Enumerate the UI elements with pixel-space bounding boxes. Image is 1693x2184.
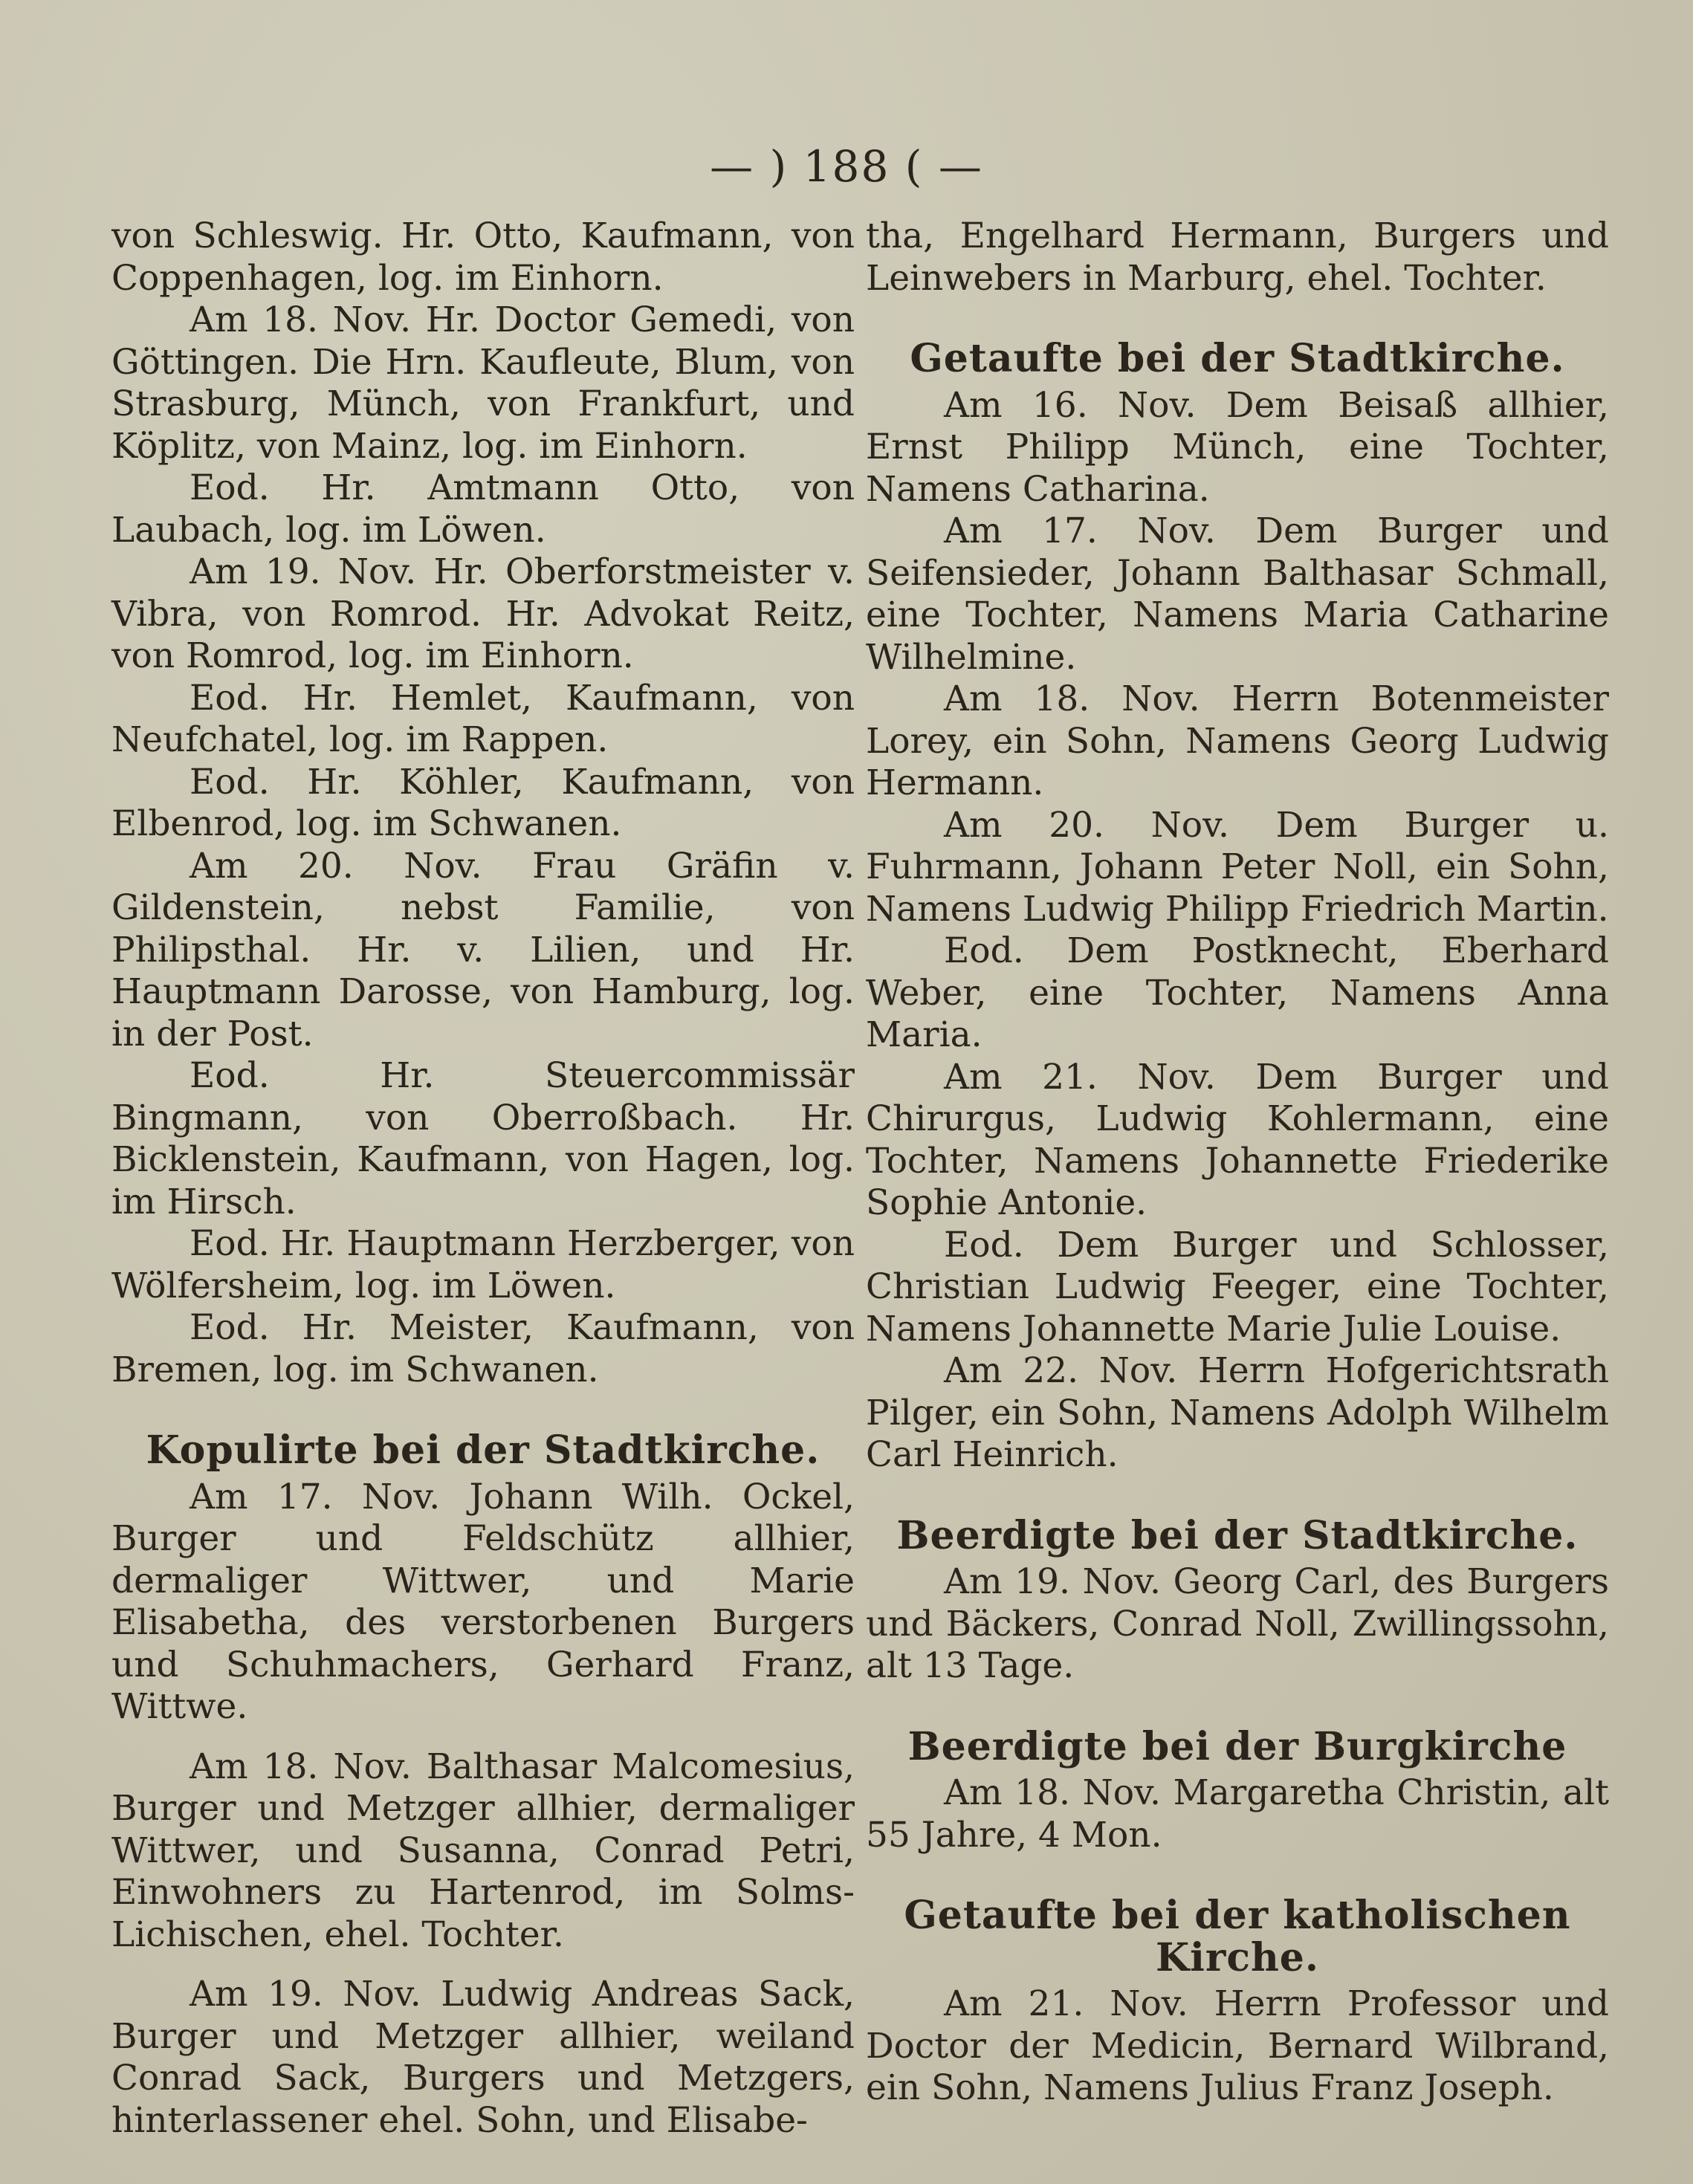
section-heading-getaufte-katholisch: Getaufte bei der katholischen Kirche. — [904, 1893, 1571, 1980]
section-heading-beerdigte-stadtkirche: Beerdigte bei der Stadtkirche. — [896, 1512, 1579, 1558]
left-paragraph-11: Am 17. Nov. Johann Wilh. Ockel, Burger und Feldschütz allhier, dermaliger Wittwer, und Marie Elisabetha, des verstorbenen Burgers und Schuhmachers, Gerhard Franz, Wittwe. — [111, 1476, 855, 1727]
right-paragraph-7: Am 21. Nov. Dem Burger und Chirurgus, Ludwig Kohlermann, eine Tochter, Namens Johannette Friederike Sophie Antonie. — [866, 1056, 1609, 1223]
right-paragraph-3: Am 17. Nov. Dem Burger und Seifensieder, Johann Balthasar Schmall, eine Tochter, Namens Maria Catharine Wilhelmine. — [866, 511, 1609, 678]
left-paragraph-1: von Schleswig. Hr. Otto, Kaufmann, von Coppenhagen, log. im Einhorn. — [111, 216, 855, 299]
right-paragraph-2: Am 16. Nov. Dem Beisaß allhier, Ernst Philipp Münch, eine Tochter, Namens Catharina. — [866, 384, 1609, 510]
left-paragraph-3: Eod. Hr. Amtmann Otto, von Laubach, log. im Löwen. — [111, 467, 855, 551]
section-heading-kopulirte: Kopulirte bei der Stadtkirche. — [146, 1428, 820, 1473]
right-paragraph-1: tha, Engelhard Hermann, Burgers und Leinwebers in Marburg, ehel. Tochter. — [866, 216, 1609, 299]
right-column — [866, 216, 1609, 2110]
page-number-header: — ) 188 ( — — [710, 141, 983, 192]
left-paragraph-4: Am 19. Nov. Hr. Oberforstmeister v. Vibra, von Romrod. Hr. Advokat Reitz, von Romrod, log. im Einhorn. — [111, 551, 855, 676]
right-paragraph-8: Eod. Dem Burger und Schlosser, Christian Ludwig Feeger, eine Tochter, Namens Johannette Marie Julie Louise. — [866, 1224, 1609, 1349]
left-paragraph-2: Am 18. Nov. Hr. Doctor Gemedi, von Göttingen. Die Hrn. Kaufleute, Blum, von Strasburg, Münch, von Frankfurt, und Köplitz, von Mainz, log. im Einhorn. — [111, 299, 855, 467]
left-paragraph-5: Eod. Hr. Hemlet, Kaufmann, von Neufchatel, log. im Rappen. — [111, 677, 855, 760]
right-paragraph-11: Am 18. Nov. Margaretha Christin, alt 55 Jahre, 4 Mon. — [866, 1772, 1609, 1856]
right-paragraph-9: Am 22. Nov. Herrn Hofgerichtsrath Pilger, ein Sohn, Namens Adolph Wilhelm Carl Heinrich. — [866, 1350, 1609, 1475]
left-paragraph-7: Am 20. Nov. Frau Gräfin v. Gildenstein, nebst Familie, von Philipsthal. Hr. v. Lilien, und Hr. Hauptmann Darosse, von Hamburg, log. in der Post. — [111, 845, 855, 1054]
left-paragraph-9: Eod. Hr. Hauptmann Herzberger, von Wölfersheim, log. im Löwen. — [111, 1223, 855, 1306]
right-paragraph-12: Am 21. Nov. Herrn Professor und Doctor der Medicin, Bernard Wilbrand, ein Sohn, Namens Julius Franz Joseph. — [866, 1983, 1609, 2108]
left-column — [111, 216, 855, 2142]
right-paragraph-5: Am 20. Nov. Dem Burger u. Fuhrmann, Johann Peter Noll, ein Sohn, Namens Ludwig Philipp Friedrich Martin. — [866, 804, 1609, 930]
left-paragraph-13: Am 19. Nov. Ludwig Andreas Sack, Burger und Metzger allhier, weiland Conrad Sack, Burgers und Metzgers, hinterlassener ehel. Sohn, und Elisabe- — [111, 1974, 855, 2141]
right-paragraph-10: Am 19. Nov. Georg Carl, des Burgers und Bäckers, Conrad Noll, Zwillingssohn, alt 13 Tage. — [866, 1561, 1609, 1686]
right-paragraph-4: Am 18. Nov. Herrn Botenmeister Lorey, ein Sohn, Namens Georg Ludwig Hermann. — [866, 678, 1609, 803]
left-paragraph-8: Eod. Hr. Steuercommissär Bingmann, von Oberroßbach. Hr. Bicklenstein, Kaufmann, von Hagen, log. im Hirsch. — [111, 1055, 855, 1222]
left-paragraph-10: Eod. Hr. Meister, Kaufmann, von Bremen, log. im Schwanen. — [111, 1307, 855, 1390]
left-paragraph-6: Eod. Hr. Köhler, Kaufmann, von Elbenrod, log. im Schwanen. — [111, 761, 855, 844]
section-heading-beerdigte-burgkirche: Beerdigte bei der Burgkirche — [907, 1723, 1567, 1769]
left-paragraph-12: Am 18. Nov. Balthasar Malcomesius, Burger und Metzger allhier, dermaliger Wittwer, und Susanna, Conrad Petri, Einwohners zu Hartenrod, im Solms-Lichischen, ehel. Tochter. — [111, 1746, 855, 1955]
right-paragraph-6: Eod. Dem Postknecht, Eberhard Weber, eine Tochter, Namens Anna Maria. — [866, 930, 1609, 1055]
section-heading-getaufte-stadtkirche: Getaufte bei der Stadtkirche. — [910, 336, 1565, 381]
